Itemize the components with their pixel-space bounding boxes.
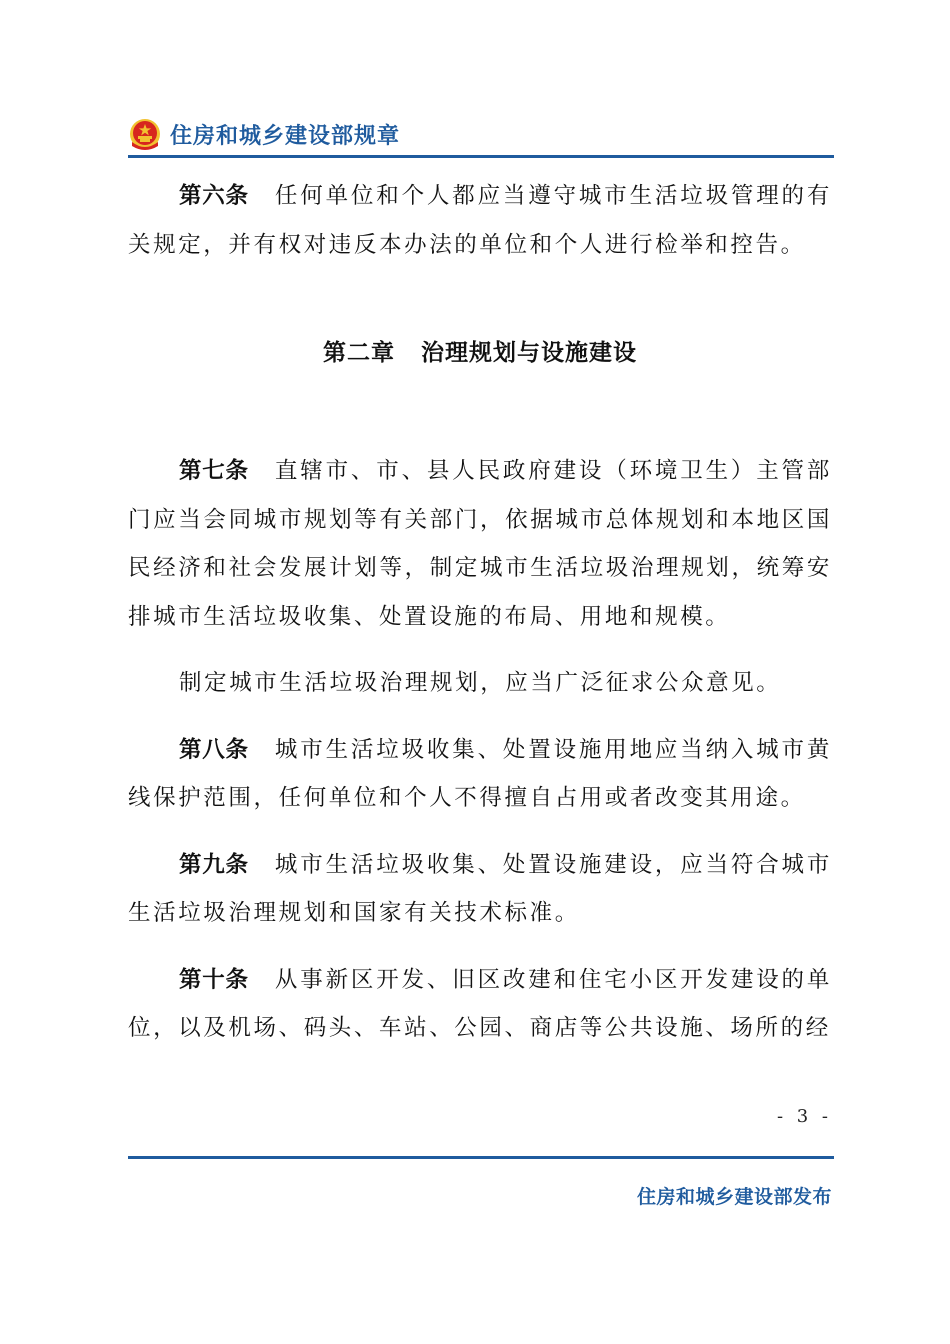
article-label: 第九条	[179, 851, 249, 878]
article-text: 从事新区开发、旧区改建和住宅小区开发建设的单位，以及机场、码头、车站、公园、商店等公共设施、场所的经	[128, 966, 832, 1041]
header-divider	[128, 155, 834, 158]
footer-divider	[128, 1156, 834, 1159]
chapter-heading	[128, 329, 832, 377]
chapter-number: 第二章	[323, 340, 395, 366]
article-10	[128, 956, 832, 1053]
article-text: 任何单位和个人都应当遵守城市生活垃圾管理的有关规定，并有权对违反本办法的单位和个人进行检举和控告。	[128, 183, 832, 258]
article-label: 第七条	[179, 458, 249, 484]
article-7	[128, 447, 832, 641]
article-text: 直辖市、市、县人民政府建设（环境卫生）主管部门应当会同城市规划等有关部门，依据城市总体规划和本地区国民经济和社会发展计划等，制定城市生活垃圾治理规划，统筹安排城市生活垃圾收集、处置设施的布局、用地和规模。	[128, 458, 832, 630]
article-label: 第十条	[179, 966, 249, 993]
page-header	[128, 116, 834, 154]
article-label: 第六条	[179, 183, 249, 209]
article-8	[128, 726, 832, 823]
article-9	[128, 841, 832, 938]
chapter-title: 治理规划与设施建设	[421, 340, 637, 366]
article-text: 城市生活垃圾收集、处置设施建设，应当符合城市生活垃圾治理规划和国家有关技术标准。	[128, 851, 832, 926]
article-label: 第八条	[179, 736, 249, 763]
header-title: 住房和城乡建设部规章	[170, 124, 401, 149]
national-emblem-icon	[128, 118, 162, 152]
footer-publisher: 住房和城乡建设部发布	[636, 1186, 832, 1208]
article-6	[128, 172, 832, 269]
page-number: - 3 -	[776, 1106, 832, 1127]
article-text: 城市生活垃圾收集、处置设施用地应当纳入城市黄线保护范围，任何单位和个人不得擅自占用或者改变其用途。	[128, 736, 832, 811]
article-7-paragraph-2: 制定城市生活垃圾治理规划，应当广泛征求公众意见。	[179, 670, 782, 696]
document-body	[128, 172, 832, 1053]
